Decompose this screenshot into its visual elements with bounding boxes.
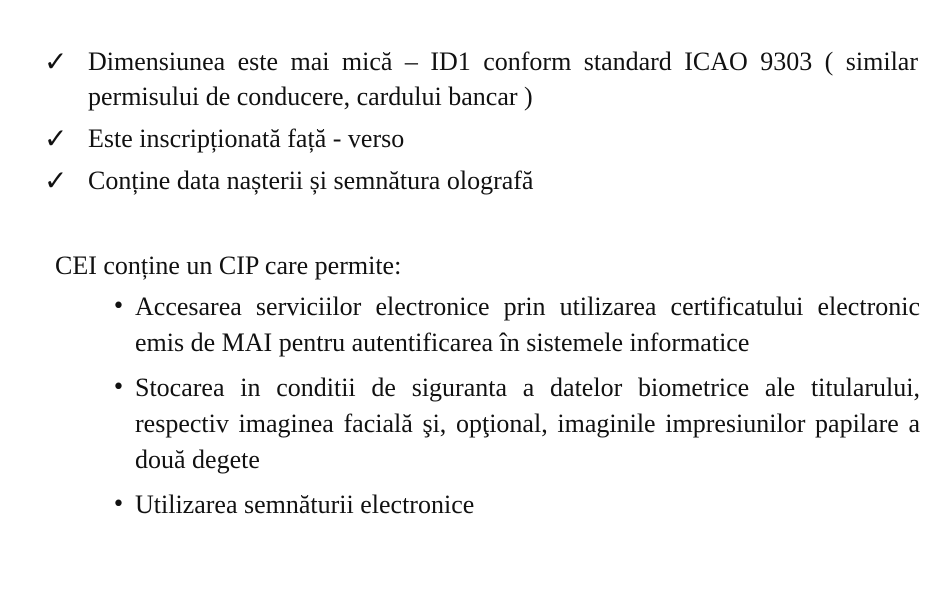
bullet-icon: •: [112, 375, 125, 400]
cip-function-text: Stocarea in conditii de siguranta a datelor biometrice ale titularului, respectiv imaginea facială şi, opţional, imaginile impresiunilor papilare a două degete: [135, 373, 920, 474]
feature-text: Conține data nașterii și semnătura olografă: [88, 166, 534, 195]
check-mark-icon: ✓: [44, 164, 68, 197]
feature-item-birthdate-signature: [44, 163, 918, 198]
bullet-icon: •: [112, 492, 125, 517]
cip-function-text: Accesarea serviciilor electronice prin utilizarea certificatului electronic emis de MAI pentru autentificarea în sistemele informatice: [135, 292, 920, 357]
cip-function-biometric-storage: [112, 370, 920, 478]
feature-text: Este inscripționată față - verso: [88, 124, 405, 153]
feature-item-dimensions: [44, 44, 918, 114]
cip-intro-heading: CEI conține un CIP care permite:: [55, 251, 402, 280]
bullet-icon: •: [112, 294, 125, 319]
cip-function-electronic-services: [112, 289, 920, 361]
feature-text: Dimensiunea este mai mică – ID1 conform standard ICAO 9303 ( similar permisului de conducere, cardului bancar ): [88, 47, 918, 111]
check-mark-icon: ✓: [44, 45, 68, 78]
check-mark-icon: ✓: [44, 122, 68, 155]
cip-function-electronic-signature: [112, 487, 920, 523]
cip-functions-list: [112, 289, 920, 532]
feature-item-print-sides: [44, 121, 918, 156]
features-check-list: [44, 44, 918, 205]
cip-function-text: Utilizarea semnăturii electronice: [135, 490, 475, 519]
